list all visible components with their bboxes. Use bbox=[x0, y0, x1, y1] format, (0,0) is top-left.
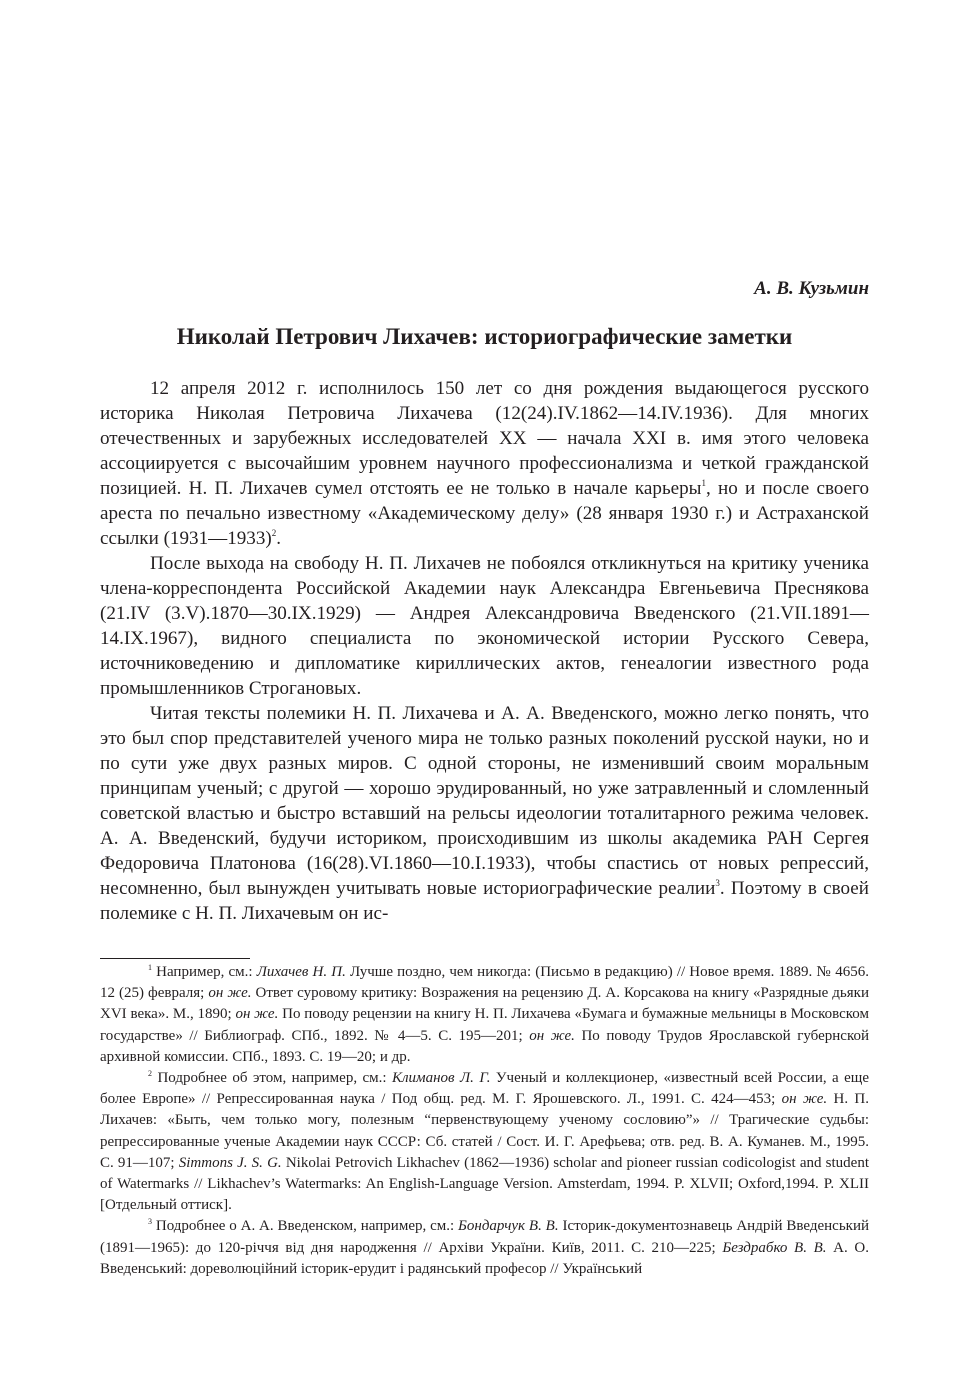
footnote-ref-1[interactable]: 1 bbox=[701, 478, 707, 488]
paragraph-1 bbox=[100, 376, 869, 551]
article-title: Николай Петрович Лихачев: историографические заметки bbox=[176, 324, 793, 349]
footnotes bbox=[100, 962, 869, 1280]
footnote-1 bbox=[100, 962, 869, 1068]
footnote-1-text-4: По поводу рецензии на книгу Н. П. Лихачева «Бумага и бумажные мельницы в Московском государстве» // Библиограф. СПб., 1892. № 4—5. С. 195—201; bbox=[100, 1006, 869, 1044]
footnote-2-number: 2 bbox=[148, 1069, 152, 1079]
footnote-2-italic-2: он же. bbox=[781, 1091, 828, 1108]
footnote-1-text-3: Ответ суровому критику: Возражения на рецензию Д. А. Корсакова на книгу «Разрядные дьяки XVI века». М., 1890; bbox=[100, 985, 869, 1023]
footnote-3-text-3: А. О. Введенський: дореволюційний історик-ерудит і радянський професор // Український bbox=[100, 1239, 869, 1277]
footnote-1-italic-4: он же. bbox=[529, 1027, 575, 1044]
footnote-2-text-3: Н. П. Лихачев: «Быть, чем только могу, полезным “первенствующему ученому сословию”» // Трагические судьбы: репрессированные ученые Академии наук СССР: Сб. статей / Сост. И. Г. Арефьева; отв. ред. В. А. Куманев. М., 1995. С. 91—107; bbox=[100, 1091, 870, 1171]
paragraph-1-part-b: , но и после своего ареста по печально известному «Академическому делу» (28 января 1930 г.) и Астраханской ссылки (1931—1933) bbox=[100, 478, 870, 549]
paragraph-3-part-b: . Поэтому в своей полемике с Н. П. Лихачевым он ис- bbox=[100, 878, 869, 924]
footnote-3-italic-2: Бездрабко В. В. bbox=[722, 1239, 827, 1256]
footnote-1-text-2: Лучше поздно, чем никогда: (Письмо в редакцию) // Новое время. 1889. № 4656. 12 (25) февраля; bbox=[100, 964, 869, 1002]
footnote-ref-2[interactable]: 2 bbox=[271, 528, 277, 538]
paragraph-3 bbox=[100, 701, 869, 926]
footnote-1-italic-3: он же. bbox=[235, 1006, 279, 1023]
paragraph-2: После выхода на свободу Н. П. Лихачев не побоялся откликнуться на критику ученика члена-корреспондента Российской Академии наук Александра Евгеньевича Преснякова (21.IV (3.V).1870—30.IX.1929) — Андрея Александровича Введенского (21.VII.1891—14.IX.1967), видного специалиста по экономической истории Русского Севера, источниковедению и дипломатике кириллических актов, генеалогии известного рода промышленников Строгановых. bbox=[100, 553, 869, 699]
paragraph-1-part-a: 12 апреля 2012 г. исполнилось 150 лет со дня рождения выдающегося русского историка Николая Петровича Лихачева (12(24).IV.1862—14.IV.1936). Для многих отечественных и зарубежных исследователей XX — начала XXI в. имя этого человека ассоциируется с высочайшим уровнем научного профессионализма и четкой гражданской позицией. Н. П. Лихачев сумел отстоять ее не только в начале карьеры bbox=[100, 378, 869, 499]
footnote-1-italic-2: он же. bbox=[208, 985, 252, 1002]
footnote-2-italic-1: Климанов Л. Г. bbox=[392, 1070, 491, 1087]
footnote-1-number: 1 bbox=[148, 963, 152, 972]
footnote-2-text-4: Nikolai Petrovich Likhachev (1862—1936) scholar and pioneer russian codicologist and student of Watermarks // Likhachev’s Watermarks: An English-Language Version. Amsterdam, 1994. P. XLVII; Oxford,1994. P. XLII [Отдельный оттиск]. bbox=[100, 1154, 869, 1214]
paragraph-1-part-c: . bbox=[276, 528, 282, 549]
footnote-2 bbox=[100, 1068, 869, 1216]
footnote-ref-3[interactable]: 3 bbox=[715, 878, 720, 888]
footnote-1-text-5: По поводу Трудов Ярославской губернской архивной комиссии. СПб., 1893. С. 19—20; и др. bbox=[100, 1027, 869, 1065]
footnote-2-text-2: Ученый и коллекционер, «известный всей России, а еще более Европе» // Репрессированная наука / Под общ. ред. М. Г. Ярошевского. Л., 1991. С. 424—453; bbox=[100, 1070, 870, 1108]
footnote-1-italic-1: Лихачев Н. П. bbox=[256, 964, 346, 980]
footnote-2-italic-3: Simmons J. S. G. bbox=[178, 1154, 282, 1171]
author-name: А. В. Кузьмин bbox=[754, 278, 869, 299]
footnote-2-text-1: Подробнее об этом, например, см.: bbox=[157, 1070, 393, 1087]
footnote-3-text-1: Подробнее о А. А. Введенском, например, см.: bbox=[155, 1218, 459, 1235]
footnote-3-italic-1: Бондарчук В. В. bbox=[458, 1218, 559, 1235]
main-text bbox=[100, 376, 869, 926]
footnote-3 bbox=[100, 1216, 869, 1280]
footnote-1-text-1: Например, см.: bbox=[156, 964, 257, 980]
footnote-divider bbox=[100, 958, 250, 959]
footnote-3-text-2: Історик-документознавець Андрій Введенський (1891—1965): до 120-річчя від дня народження // Архіви України. Київ, 2011. С. 210—225; bbox=[100, 1218, 870, 1256]
footnote-3-number: 3 bbox=[148, 1217, 152, 1227]
paragraph-3-part-a: Читая тексты полемики Н. П. Лихачева и А. А. Введенского, можно легко понять, что это был спор представителей ученого мира не только разных поколений русской науки, но и по сути уже двух разных миров. С одной стороны, не изменивший своим моральным принципам ученый; с другой — хорошо эрудированный, но уже затравленный и сломленный советской властью и быстро вставший на рельсы идеологии тоталитарного режима человек. А. А. Введенский, будучи историком, происходившим из школы академика РАН Сергея Федоровича Платонова (16(28).VI.1860—10.I.1933), чтобы спастись от новых репрессий, несомненно, был вынужден учитывать новые историографические реалии bbox=[100, 703, 869, 899]
